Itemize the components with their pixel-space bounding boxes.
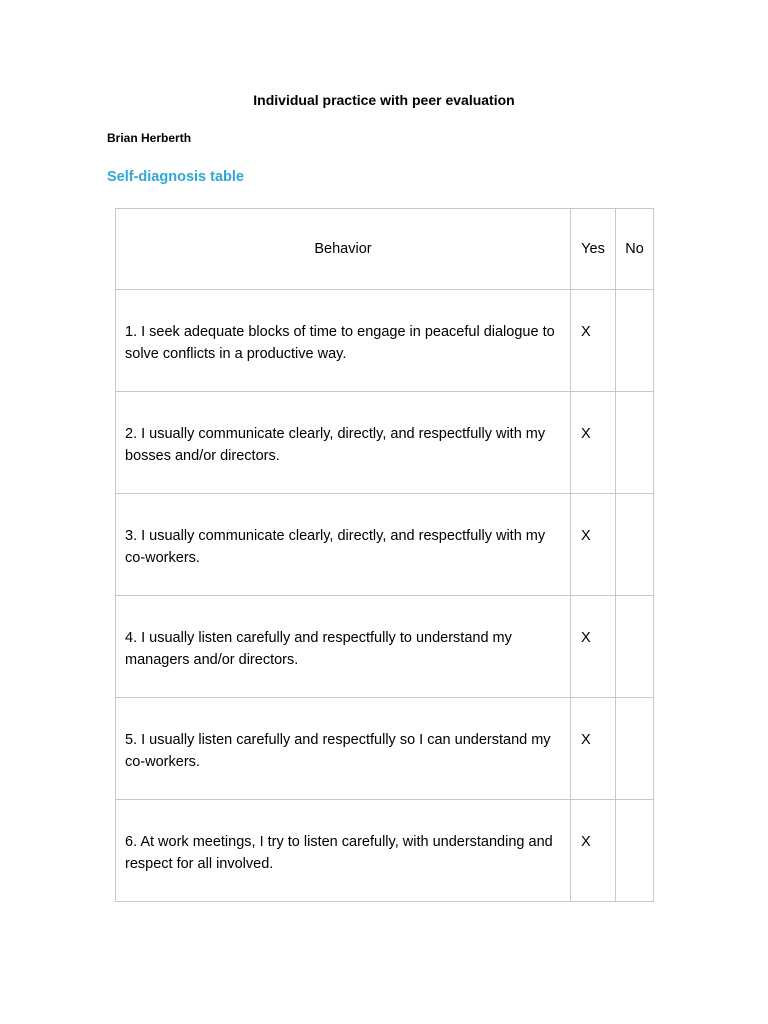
behavior-cell: 5. I usually listen carefully and respectfully so I can understand my co-workers. bbox=[116, 698, 571, 800]
no-cell bbox=[616, 800, 654, 902]
table-row bbox=[116, 494, 654, 596]
yes-cell: X bbox=[571, 596, 616, 698]
author-name: Brian Herberth bbox=[107, 131, 192, 145]
table-row bbox=[116, 800, 654, 902]
no-cell bbox=[616, 290, 654, 392]
no-cell bbox=[616, 698, 654, 800]
table-row bbox=[116, 290, 654, 392]
header-behavior: Behavior bbox=[116, 209, 571, 290]
behavior-cell: 4. I usually listen carefully and respectfully to understand my managers and/or directors. bbox=[116, 596, 571, 698]
yes-cell: X bbox=[571, 698, 616, 800]
yes-cell: X bbox=[571, 494, 616, 596]
behavior-cell: 2. I usually communicate clearly, directly, and respectfully with my bosses and/or directors. bbox=[116, 392, 571, 494]
no-cell bbox=[616, 596, 654, 698]
table-row bbox=[116, 698, 654, 800]
header-no: No bbox=[616, 209, 654, 290]
yes-cell: X bbox=[571, 392, 616, 494]
table-header-row bbox=[116, 209, 654, 290]
header-yes: Yes bbox=[571, 209, 616, 290]
behavior-cell: 1. I seek adequate blocks of time to engage in peaceful dialogue to solve conflicts in a productive way. bbox=[116, 290, 571, 392]
yes-cell: X bbox=[571, 800, 616, 902]
no-cell bbox=[616, 392, 654, 494]
behavior-cell: 3. I usually communicate clearly, directly, and respectfully with my co-workers. bbox=[116, 494, 571, 596]
self-diagnosis-table bbox=[115, 208, 654, 902]
document-title: Individual practice with peer evaluation bbox=[253, 92, 515, 108]
section-title: Self-diagnosis table bbox=[107, 169, 244, 185]
yes-cell: X bbox=[571, 290, 616, 392]
no-cell bbox=[616, 494, 654, 596]
table-row bbox=[116, 392, 654, 494]
table-row bbox=[116, 596, 654, 698]
behavior-cell: 6. At work meetings, I try to listen carefully, with understanding and respect for all involved. bbox=[116, 800, 571, 902]
